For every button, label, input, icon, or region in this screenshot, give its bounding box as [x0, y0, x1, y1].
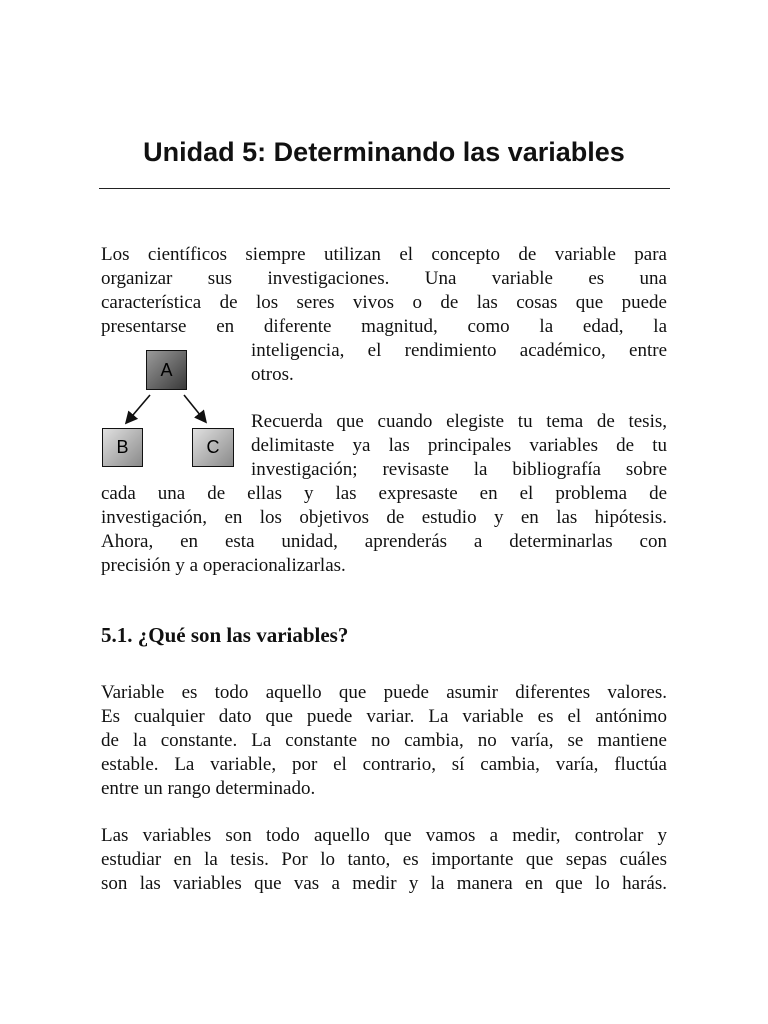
text-line: Es cualquier dato que puede variar. La variable es el antónimo [101, 706, 667, 727]
text-line: otros. [251, 364, 294, 385]
text-line: entre un rango determinado. [101, 778, 316, 799]
text-line: estudiar en la tesis. Por lo tanto, es importante que sepas cuáles [101, 849, 667, 870]
text-line: Ahora, en esta unidad, aprenderás a determinarlas con [101, 531, 667, 552]
text-line: Variable es todo aquello que puede asumir diferentes valores. [101, 682, 667, 703]
arrow-a-to-c [184, 395, 205, 421]
text-line: Los científicos siempre utilizan el concepto de variable para [101, 244, 667, 265]
text-line: característica de los seres vivos o de las cosas que puede [101, 292, 667, 313]
text-line: cada una de ellas y las expresaste en el problema de [101, 483, 667, 504]
title-divider [99, 188, 670, 189]
page-title: Unidad 5: Determinando las variables [143, 137, 625, 167]
diagram-box-a: A [146, 350, 187, 390]
diagram-box-b: B [102, 428, 143, 467]
text-line: presentarse en diferente magnitud, como la edad, la [101, 316, 667, 337]
text-line: investigación, en los objetivos de estudio y en las hipótesis. [101, 507, 667, 528]
text-line: de la constante. La constante no cambia, no varía, se mantiene [101, 730, 667, 751]
section-heading: 5.1. ¿Qué son las variables? [101, 623, 349, 647]
text-line: son las variables que vas a medir y la manera en que lo harás. [101, 873, 667, 894]
text-line: inteligencia, el rendimiento académico, entre [251, 340, 667, 361]
diagram-box-c: C [192, 428, 234, 467]
text-line: precisión y a operacionalizarlas. [101, 555, 346, 576]
text-line: estable. La variable, por el contrario, sí cambia, varía, fluctúa [101, 754, 667, 775]
arrow-a-to-b [127, 395, 150, 422]
text-line: delimitaste ya las principales variables de tu [251, 435, 667, 456]
diagram-arrows [100, 388, 240, 432]
text-line: Recuerda que cuando elegiste tu tema de tesis, [251, 411, 667, 432]
text-line: investigación; revisaste la bibliografía sobre [251, 459, 667, 480]
text-line: Las variables son todo aquello que vamos a medir, controlar y [101, 825, 667, 846]
text-line: organizar sus investigaciones. Una variable es una [101, 268, 667, 289]
